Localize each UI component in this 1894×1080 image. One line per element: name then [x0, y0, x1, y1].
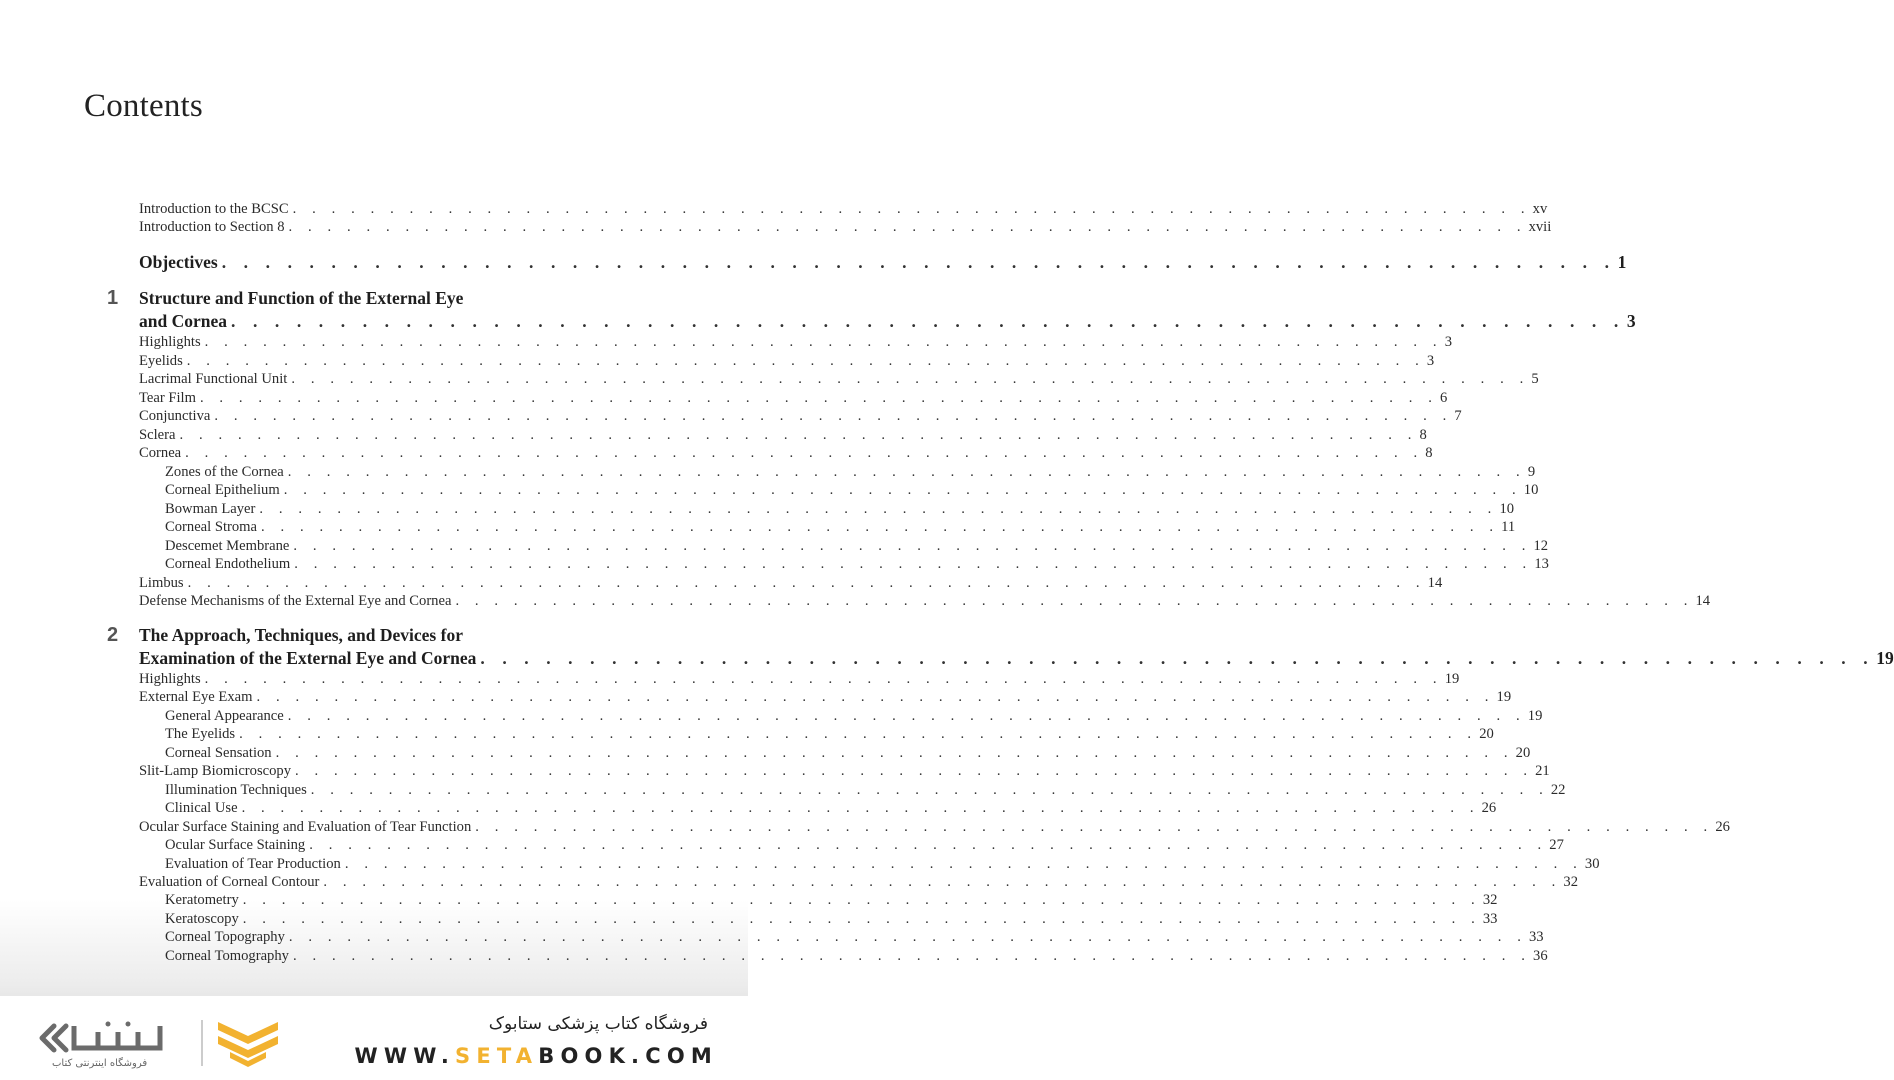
store-url	[354, 1044, 718, 1068]
toc-entry	[165, 555, 1549, 573]
dot-leader: . . . . . . . . . . . . . . . . . . . . . . . . . . . . . . . . . . . . . . . . . . . . . . . . . . . . . . . . . . . . . . . .	[261, 519, 1500, 535]
toc-entry	[139, 574, 1443, 592]
dot-leader: . . . . . . . . . . . . . . . . . . . . . . . . . . . . . . . . . . . . . . . . . . . . . . . . . . . . . . . . . . . . . . . .	[204, 334, 1443, 350]
toc-entry-title: Keratoscopy	[165, 910, 239, 927]
dot-leader: . . . . . . . . . . . . . . . . . . . . . . . . . . . . . . . . . . . . . . . . . . . . . . . . . . . . . . . . . . . . . . . .	[242, 910, 1481, 927]
toc-page-number: 32	[1563, 873, 1579, 890]
toc-entry-title: Zones of the Cornea	[165, 463, 284, 480]
toc-entry	[139, 688, 1512, 706]
dot-leader: . . . . . . . . . . . . . . . . . . . . . . . . . . . . . . . . . . . . . . . . . . . . . . . . . . . . . . . . . . . . . . . .	[344, 855, 1583, 872]
toc-entry-title: Highlights	[139, 671, 201, 687]
chapter-title-line: Examination of the External Eye and Cornea	[139, 648, 477, 668]
toc-entry	[139, 818, 1730, 836]
dot-leader: . . . . . . . . . . . . . . . . . . . . . . . . . . . . . . . . . . . . . . . . . . . . . . . . . . . . . . . . . . . . . . . .	[204, 671, 1443, 687]
toc-entry-title: Descemet Membrane	[165, 537, 290, 554]
toc-entry	[165, 481, 1539, 499]
toc-entry-title: Corneal Stroma	[165, 519, 258, 535]
toc-entry-intro-bcsc	[139, 200, 1548, 218]
toc-entry	[165, 500, 1515, 518]
toc-entry-title: Introduction to the BCSC	[139, 201, 289, 217]
toc-entry-title: Keratometry	[165, 892, 239, 909]
toc-entry	[139, 762, 1550, 780]
dot-leader: . . . . . . . . . . . . . . . . . . . . . . . . . . . . . . . . . . . . . . . . . . . . . . . . . . . . . . . . . . . . . . . .	[295, 763, 1534, 780]
toc-entry-title: Eyelids	[139, 352, 183, 369]
toc-page-number: 19	[1444, 671, 1460, 687]
dot-leader: . . . . . . . . . . . . . . . . . . . . . . . . . . . . . . . . . . . . . . . . . . . . . . . . . . . . . . . . . . . . . . . .	[455, 593, 1694, 609]
logo-subtitle: فروشگاه اینترنتی کتاب	[52, 1058, 148, 1069]
toc-entry	[165, 781, 1566, 799]
toc-page-number: 26	[1481, 800, 1497, 817]
dot-leader: . . . . . . . . . . . . . . . . . . . . . . . . . . . . . . . . . . . . . . . . . . . . . . . . . . . . . . . . . . . . . . . .	[292, 947, 1532, 964]
toc-page-number: xvii	[1528, 219, 1552, 235]
toc-entry-intro-section	[139, 218, 1552, 236]
toc-entry	[139, 370, 1539, 388]
dot-leader: . . . . . . . . . . . . . . . . . . . . . . . . . . . . . . . . . . . . . . . . . . . . . . . . . . . . . . . . . . . . . . . .	[287, 463, 1526, 480]
toc-page-number: 3	[1444, 334, 1452, 350]
toc-entry-title: Bowman Layer	[165, 500, 256, 517]
toc-entry-title: Sclera	[139, 426, 176, 443]
toc-entry-title: Corneal Topography	[165, 929, 285, 946]
toc-entry	[139, 670, 1460, 688]
dot-leader: . . . . . . . . . . . . . . . . . . . . . . . . . . . . . . . . . . . . . . . . . . . . . . . . . . . . . . . . . . . . . . . .	[239, 726, 1478, 743]
toc-entry	[165, 928, 1544, 946]
chapter-page-number: 3	[1626, 311, 1636, 331]
chapter-page-number: 19	[1876, 648, 1894, 668]
chapter-title-line: and Cornea	[139, 311, 227, 331]
dot-leader: . . . . . . . . . . . . . . . . . . . . . . . . . . . . . . . . . . . . . . . . . . . . . . . . . . . . . . . . . . . . . . . .	[283, 482, 1522, 498]
toc-page-number: 20	[1479, 726, 1494, 743]
toc-page-number: 10	[1499, 500, 1515, 517]
toc-entry	[139, 426, 1427, 444]
toc-entry-title: Defense Mechanisms of the External Eye and Cornea	[139, 593, 452, 609]
toc-entry-title: Cornea	[139, 445, 182, 461]
watermark-banner	[0, 996, 748, 1080]
toc-entry	[139, 873, 1579, 891]
dot-leader: . . . . . . . . . . . . . . . . . . . . . . . . . . . . . . . . . . . . . . . . . . . . . . . . . . . . . . . . . . . . . . . .	[288, 219, 1527, 235]
dot-leader: . . . . . . . . . . . . . . . . . . . . . . . . . . . . . . . . . . . . . . . . . . . . . . . . . . . . . . . . . . . . . . . .	[256, 689, 1495, 706]
toc-entry-title: The Eyelids	[165, 726, 236, 743]
dot-leader: . . . . . . . . . . . . . . . . . . . . . . . . . . . . . . . . . . . . . . . . . . . . . . . . . . . . . . . . . . . . . . . .	[214, 408, 1453, 424]
dot-leader: . . . . . . . . . . . . . . . . . . . . . . . . . . . . . . . . . . . . . . . . . . . . . . . . . . . . . . . . . . . . . . . .	[293, 537, 1532, 554]
toc-entry-title: Lacrimal Functional Unit	[139, 371, 288, 387]
toc-entry-title: Introduction to Section 8	[139, 219, 285, 235]
toc-entry	[165, 537, 1549, 555]
dot-leader: . . . . . . . . . . . . . . . . . . . . . . . . . . . . . . . . . . . . . . . . . . . . . . . . . . . . . . . . . . . . . . . .	[275, 744, 1514, 761]
toc-entry-objectives	[139, 252, 1627, 272]
toc-page-number: 12	[1533, 537, 1549, 554]
toc-entry	[139, 352, 1435, 370]
dot-leader: . . . . . . . . . . . . . . . . . . . . . . . . . . . . . . . . . . . . . . . . . . . . . . . . . . . . . . . . . . . . . . . .	[310, 781, 1549, 798]
dot-leader: . . . . . . . . . . . . . . . . . . . . . . . . . . . . . . . . . . . . . . . . . . . . . . . . . . . . . . . . . . . . . . . .	[241, 800, 1480, 817]
dot-leader: . . . . . . . . . . . . . . . . . . . . . . . . . . . . . . . . . . . . . . . . . . . . . . . . . . . . . . . . . . . . . . . .	[323, 873, 1562, 890]
chapter-2-title-line2	[139, 648, 1894, 668]
toc-page-number: 20	[1515, 744, 1531, 761]
toc-entry	[165, 725, 1494, 743]
toc-entry	[165, 799, 1497, 817]
toc-page-number: 14	[1427, 574, 1443, 591]
toc-page-number: 32	[1482, 892, 1498, 909]
toc-page-number: 36	[1533, 947, 1548, 964]
toc-page-number: 30	[1584, 855, 1600, 872]
toc-page-number: 21	[1535, 763, 1550, 780]
dot-leader: . . . . . . . . . . . . . . . . . . . . . . . . . . . . . . . . . . . . . . . . . . . . . . . . . . . . . . . . . . . . . . . .	[187, 574, 1426, 591]
toc-entry-title: Evaluation of Tear Production	[165, 855, 341, 872]
toc-page-number: 10	[1523, 482, 1539, 498]
chapter-2-title-line1: The Approach, Techniques, and Devices for	[139, 625, 463, 645]
toc-page-number: 8	[1419, 426, 1427, 443]
toc-entry	[165, 836, 1564, 854]
dot-leader: . . . . . . . . . . . . . . . . . . . . . . . . . . . . . . . . . . . . . . . . . . . . . . . . . . . . . . . . . . . . . . . .	[294, 556, 1533, 572]
toc-page-number: 26	[1715, 818, 1730, 835]
dot-leader: . . . . . . . . . . . . . . . . . . . . . . . . . . . . . . . . . . . . . . . . . . . . . . . . . . . . . . . . . . . . . . . .	[309, 837, 1548, 854]
toc-entry-title: Tear Film	[139, 389, 196, 406]
dot-leader: . . . . . . . . . . . . . . . . . . . . . . . . . . . . . . . . . . . . . . . . . . . . . . . . . . . . . . . . . . . . . . . .	[242, 892, 1481, 909]
dot-leader: . . . . . . . . . . . . . . . . . . . . . . . . . . . . . . . . . . . . . . . . . . . . . . . . . . . . . . . . . . . . . . . .	[259, 500, 1498, 517]
toc-entry	[139, 333, 1452, 351]
toc-entry	[165, 855, 1600, 873]
chapter-1-title-line2	[139, 311, 1636, 331]
toc-page-number: 6	[1440, 389, 1448, 406]
toc-page-number: 14	[1695, 593, 1711, 609]
toc-page-number: 19	[1527, 707, 1543, 724]
toc-page-number: 8	[1425, 445, 1433, 461]
toc-entry-title: Corneal Endothelium	[165, 556, 291, 572]
url-suffix: BOOK.COM	[538, 1044, 718, 1068]
toc-entry	[165, 463, 1536, 481]
toc-entry-title: Ocular Surface Staining and Evaluation of Tear Function	[139, 818, 472, 835]
toc-entry-title: Highlights	[139, 334, 201, 350]
toc-entry	[165, 891, 1498, 909]
dot-leader: . . . . . . . . . . . . . . . . . . . . . . . . . . . . . . . . . . . . . . . . . . . . . . . . . . . . . . . . . . . . . . . .	[475, 818, 1714, 835]
chapter-1-number: 1	[107, 287, 119, 309]
page-title: Contents	[84, 88, 203, 124]
toc-page-number: 19	[1496, 689, 1512, 706]
toc-page-number: 13	[1534, 556, 1549, 572]
toc-entry-title: General Appearance	[165, 707, 284, 724]
toc-entry-title: Clinical Use	[165, 800, 238, 817]
toc-entry-title: External Eye Exam	[139, 689, 253, 706]
toc-page-number: 3	[1426, 352, 1435, 369]
dot-leader: . . . . . . . . . . . . . . . . . . . . . . . . . . . . . . . . . . . . . . . . . . . . . . . . . . . . . . . . . . . . . . . .	[288, 929, 1527, 946]
url-prefix: WWW.	[354, 1044, 456, 1068]
toc-page-number: 1	[1617, 252, 1627, 272]
toc-entry-title: Ocular Surface Staining	[165, 837, 306, 854]
dot-leader: . . . . . . . . . . . . . . . . . . . . . . . . . . . . . . . . . . . . . . . . . . . . . . . . . . . . . . . . . . . . . . . .	[179, 426, 1418, 443]
toc-entry	[165, 947, 1548, 965]
toc-page-number: 33	[1528, 929, 1544, 946]
toc-entry-title: Slit-Lamp Biomicroscopy	[139, 763, 292, 780]
dot-leader: . . . . . . . . . . . . . . . . . . . . . . . . . . . . . . . . . . . . . . . . . . . . . . . . . . . . . . . . . . . . . . . .	[291, 371, 1530, 387]
dot-leader: . . . . . . . . . . . . . . . . . . . . . . . . . . . . . . . . . . . . . . . . . . . . . . . . . . . . . . . . . . . . . . . .	[221, 252, 1616, 272]
dot-leader: . . . . . . . . . . . . . . . . . . . . . . . . . . . . . . . . . . . . . . . . . . . . . . . . . . . . . . . . . . . . . . . .	[185, 445, 1424, 461]
toc-entry	[139, 407, 1462, 425]
toc-entry-title: Evaluation of Corneal Contour	[139, 873, 320, 890]
toc-entry-title: Corneal Tomography	[165, 947, 289, 964]
toc-entry	[139, 444, 1433, 462]
toc-page-number: 27	[1549, 837, 1564, 854]
toc-entry	[165, 518, 1516, 536]
dot-leader: . . . . . . . . . . . . . . . . . . . . . . . . . . . . . . . . . . . . . . . . . . . . . . . . . . . . . . . . . . . . . . . .	[287, 707, 1526, 724]
dot-leader: . . . . . . . . . . . . . . . . . . . . . . . . . . . . . . . . . . . . . . . . . . . . . . . . . . . . . . . . . . . . . . . .	[292, 201, 1531, 217]
toc-page-number: xv	[1532, 201, 1548, 217]
toc-entry-title: Objectives	[139, 252, 218, 272]
chapter-1-title-line1: Structure and Function of the External Eye	[139, 288, 464, 308]
toc-entry-title: Illumination Techniques	[165, 781, 307, 798]
toc-page-number: 7	[1454, 408, 1462, 424]
toc-entry-title: Corneal Sensation	[165, 744, 272, 761]
toc-entry	[139, 592, 1711, 610]
toc-entry	[139, 389, 1448, 407]
chapter-2-number: 2	[107, 624, 119, 646]
dot-leader: . . . . . . . . . . . . . . . . . . . . . . . . . . . . . . . . . . . . . . . . . . . . . . . . . . . . . . . . . . . . . . . .	[199, 389, 1438, 406]
dot-leader: . . . . . . . . . . . . . . . . . . . . . . . . . . . . . . . . . . . . . . . . . . . . . . . . . . . . . . . . . . . . . . . .	[186, 352, 1425, 369]
dot-leader: . . . . . . . . . . . . . . . . . . . . . . . . . . . . . . . . . . . . . . . . . . . . . . . . . . . . . . . . . . . . . . . .	[480, 648, 1875, 668]
url-accent: SETA	[455, 1044, 539, 1068]
toc-page-number: 9	[1527, 463, 1536, 480]
toc-entry-title: Limbus	[139, 574, 184, 591]
toc-entry	[165, 744, 1531, 762]
toc-entry-title: Corneal Epithelium	[165, 482, 280, 498]
dot-leader: . . . . . . . . . . . . . . . . . . . . . . . . . . . . . . . . . . . . . . . . . . . . . . . . . . . . . . . . . . . . . . . .	[231, 311, 1625, 331]
toc-entry-title: Conjunctiva	[139, 408, 211, 424]
toc-page-number: 33	[1482, 910, 1498, 927]
store-name: فروشگاه کتاب پزشکی ستابوک	[488, 1014, 708, 1034]
toc-page-number: 22	[1550, 781, 1566, 798]
toc-page-number: 5	[1531, 371, 1539, 387]
toc-entry	[165, 910, 1498, 928]
toc-page-number: 11	[1501, 519, 1516, 535]
toc-entry	[165, 707, 1543, 725]
